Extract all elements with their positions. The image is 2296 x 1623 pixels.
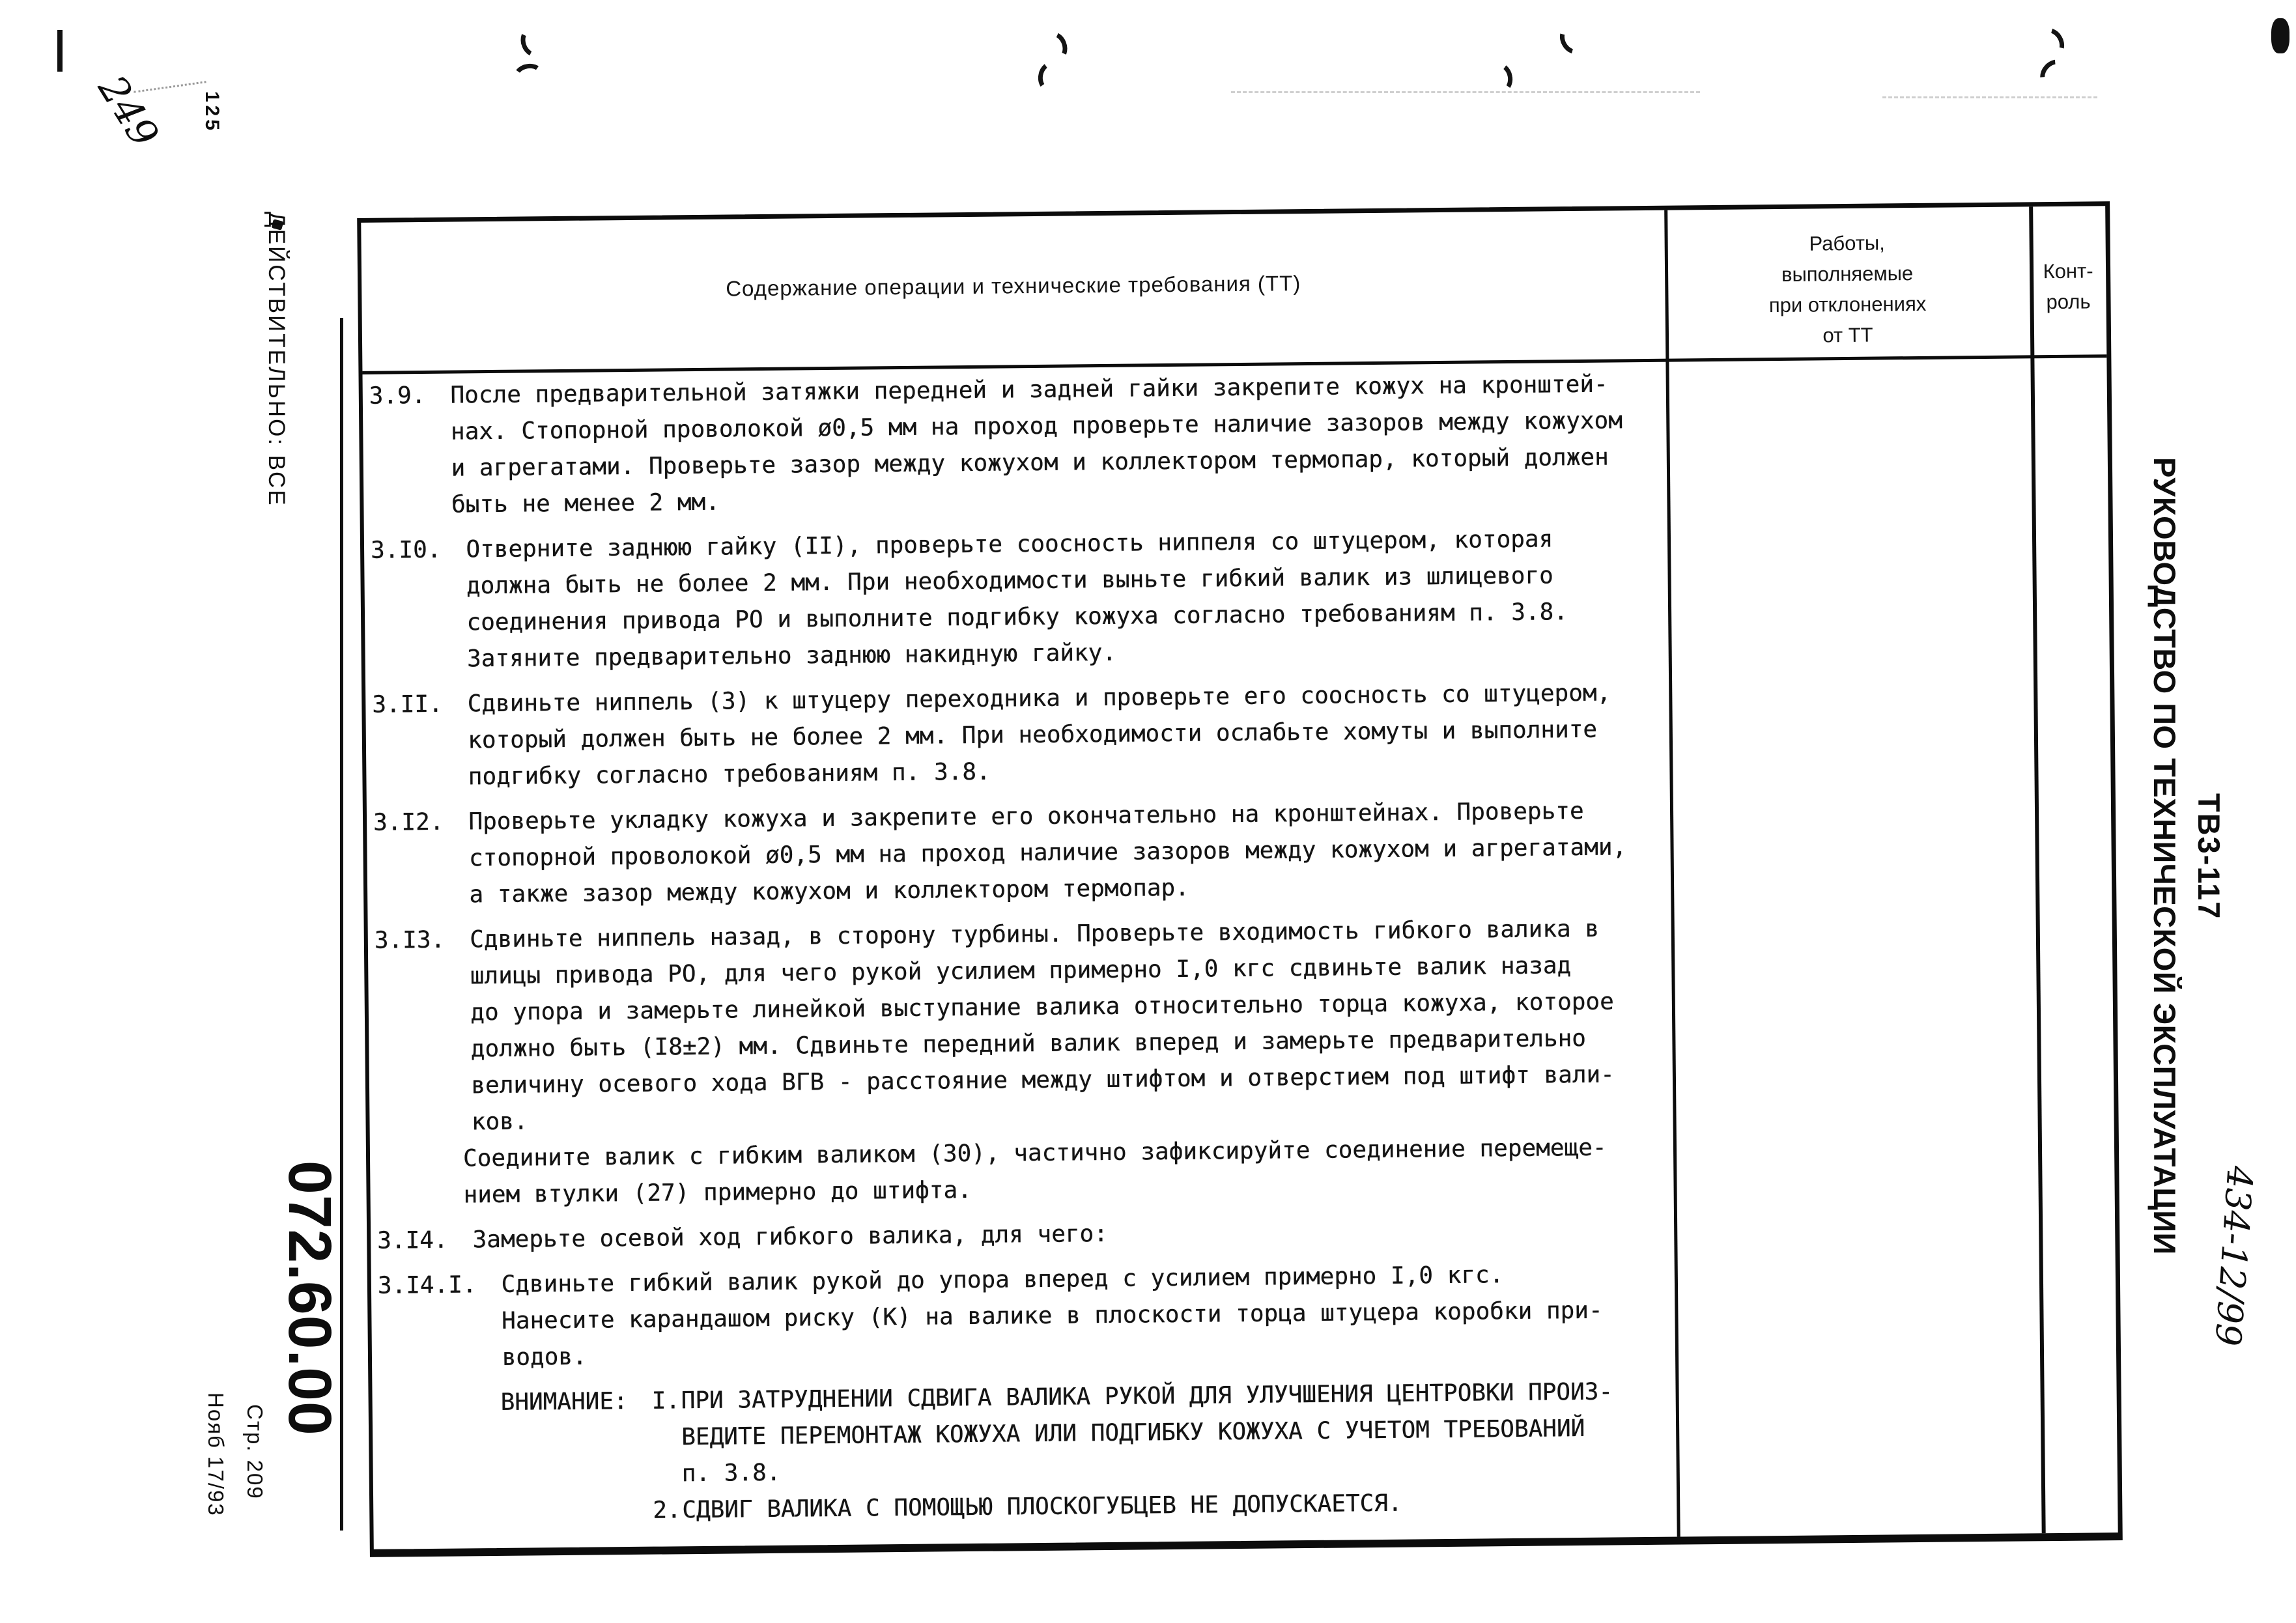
paragraph-text: Замерьте осевой ход гибкого валика, для чего: [472, 1220, 1109, 1254]
paragraph-number: 3.I4.I. [377, 1271, 477, 1299]
page-label: Стр. 209 [243, 1404, 267, 1500]
header-control-column: Конт- роль [2043, 259, 2093, 314]
scan-ring-mark [1555, 19, 1593, 59]
procedure-paragraph [372, 675, 1673, 797]
operations-cell [362, 358, 2118, 1549]
paragraph-text: Отверните заднюю гайку (II), проверьте соосность ниппеля со штуцером, которая должна быть не более 2 мм. При необходимости выньте гибкий валик из шлицевого соединения привода РО и выполните подгибку кожуха согласно требованиям п. 3.8. Затяните предварительно заднюю накидную гайку. [466, 526, 1568, 673]
paragraph-number: 3.I3. [374, 926, 446, 954]
paragraph-text: Проверьте укладку кожуха и закрепите его окончательно на кронштейнах. Проверьте стопорной проволокой ø0,5 мм на проход наличие зазоров между кожухом и агрегатами, а также зазор между кожухом и коллектором термопар. [468, 797, 1627, 909]
scan-ring-mark [517, 23, 552, 61]
scan-dashed-line [1231, 91, 1700, 93]
operations-table [357, 201, 2123, 1557]
procedure-paragraph [378, 1256, 1679, 1377]
procedure-paragraph [369, 366, 1670, 524]
procedure-paragraph [373, 793, 1674, 914]
paragraph-text: Сдвиньте гибкий валик рукой до упора вперед с усилием примерно I,0 кгс. Нанесите карандашом риску (К) на валике в плоскости торца штуцера коробки при- водов. [501, 1262, 1603, 1371]
printed-sheet-number: 125 [201, 91, 223, 134]
paragraph-number: 3.II. [372, 690, 443, 718]
table-header-row [361, 206, 2106, 374]
manual-title: РУКОВОДСТВО ПО ТЕХНИЧЕСКОЙ ЭКСПЛУАТАЦИИ [2147, 457, 2182, 1255]
paragraph-text: Сдвиньте ниппель (3) к штуцеру переходника и проверьте его соосность со штуцером, который должен быть не более 2 мм. При необходимости ослабьте хомуты и выполните подгибку согласно требованиям п. 3.8. [467, 679, 1611, 791]
paragraph-number: 3.I0. [370, 536, 442, 564]
paragraph-text: После предварительной затяжки передней и задней гайки закрепите кожух на кронштей- нах. Стопорной проволокой ø0,5 мм на проход проверьте наличие зазоров между кожухом и агрегатами. Проверьте зазор между кожухом и коллектором термопар, который должен быть не менее 2 мм. [450, 371, 1623, 518]
scan-ring-mark [2032, 23, 2070, 63]
attention-item-text: СДВИГ ВАЛИКА С ПОМОЩЬЮ ПЛОСКОГУБЦЕВ НЕ ДОПУСКАЕТСЯ. [682, 1489, 1402, 1524]
attention-item [651, 1374, 1613, 1493]
header-operations-column: Содержание операции и технические требования (ТТ) [726, 271, 1301, 301]
attention-label: ВНИМАНИЕ: [500, 1388, 628, 1416]
attention-item-marker: I. [651, 1387, 681, 1415]
doc-code: 072.60.00 [276, 1161, 344, 1436]
scan-ring-mark [511, 61, 546, 92]
handwritten-page-number: 249 [89, 68, 167, 156]
procedure-paragraph [377, 1211, 1677, 1260]
paragraph-text: Соедините валик с гибким валиком (30), частично зафиксируйте соединение перемеще- нием втулки (27) примерно до штифта. [462, 1134, 1607, 1209]
scan-ring-mark [2034, 54, 2074, 94]
scan-dotted-line [134, 81, 206, 93]
paragraph-number [376, 1140, 463, 1141]
paragraph-number: 3.I2. [373, 808, 444, 836]
engine-model: ТВ3-117 [2192, 793, 2226, 920]
procedure-paragraph [375, 910, 1676, 1142]
scan-ring-mark [1036, 28, 1071, 66]
header-deviations-column: Работы, выполняемые при отклонениях от ТТ [1768, 231, 1927, 347]
attention-item-text: ПРИ ЗАТРУДНЕНИИ СДВИГА ВАЛИКА РУКОЙ ДЛЯ УЛУЧШЕНИЯ ЦЕНТРОВКИ ПРОИЗ- ВЕДИТЕ ПЕРЕМОНТАЖ КОЖУХА ИЛИ ПОДГИБКУ КОЖУХА С УЧЕТОМ ТРЕБОВАНИЙ п. 3.8. [681, 1378, 1613, 1488]
validity-note: ДЕЙСТВИТЕЛЬНО: ВСЕ [264, 212, 289, 507]
scan-dashed-line [1882, 96, 2097, 98]
attention-item-marker: 2. [653, 1497, 681, 1524]
procedure-paragraph [371, 520, 1671, 679]
scan-ring-mark [1036, 59, 1067, 94]
scan-edge-mark [57, 30, 63, 72]
paragraph-number: 3.I4. [377, 1226, 448, 1254]
attention-block [500, 1374, 1667, 1531]
date-label: Нояб 17/93 [204, 1392, 228, 1517]
handwritten-reference: 434-12/99 [2207, 1164, 2261, 1348]
paragraph-text: Сдвиньте ниппель назад, в сторону турбины. Проверьте входимость гибкого валика в шлицы привода РО, для чего рукой усилием примерно I,0 кгс сдвиньте валик назад до упора и замерьте линейкой выступание валика относительно торца кожуха, которое должно быть (I8±2) мм. Сдвиньте передний валик вперед и замерьте предварительно величину осевого хода ВГВ - расстояние между штифтом и отверстием под штифт вали- ков. [470, 915, 1615, 1136]
paragraph-number: 3.9. [369, 382, 426, 410]
scan-blob-mark [2271, 18, 2289, 53]
attention-items [651, 1374, 1614, 1529]
scan-ring-mark [1484, 61, 1515, 96]
procedure-paragraph [376, 1129, 1677, 1215]
